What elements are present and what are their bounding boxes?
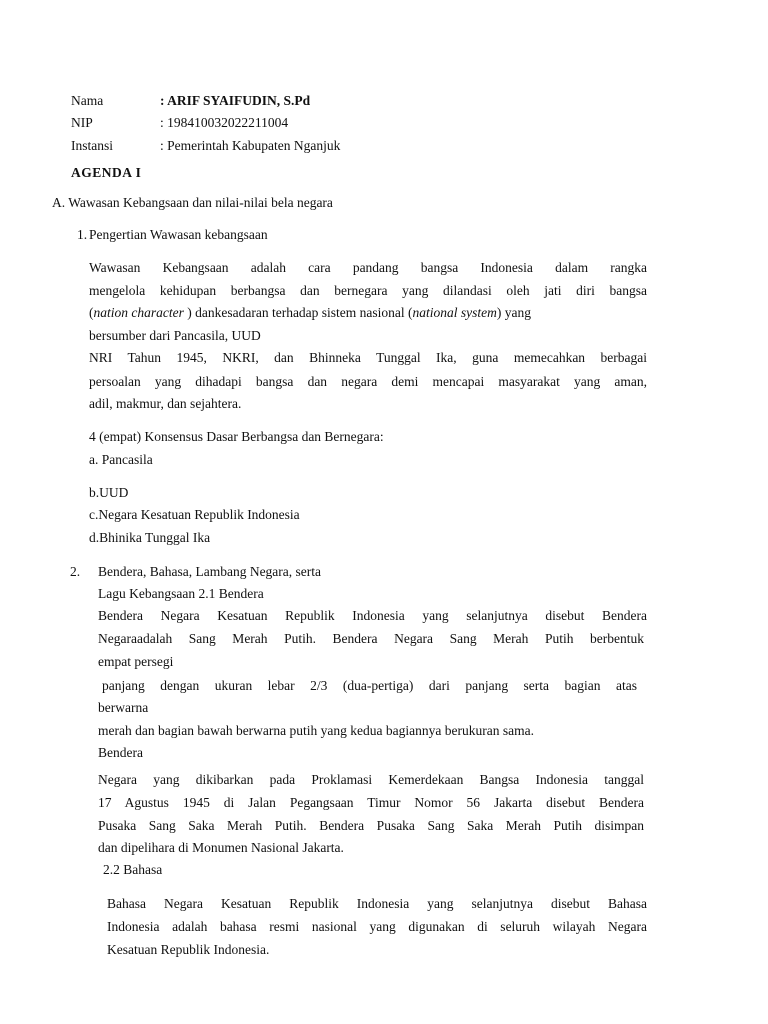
nip-label: NIP xyxy=(71,115,93,130)
list-item: d.Bhinika Tunggal Ika xyxy=(89,530,211,545)
paragraph-line: panjang dengan ukuran lebar 2/3 (dua-pertiga) dari panjang serta bagian atas xyxy=(102,678,637,693)
paragraph-line: mengelola kehidupan berbangsa dan bernegara yang dilandasi oleh jati diri bangsa xyxy=(89,283,647,298)
list-item: c.Negara Kesatuan Republik Indonesia xyxy=(89,507,300,522)
subsection-bahasa-heading: 2.2 Bahasa xyxy=(103,862,163,877)
name-value: : ARIF SYAIFUDIN, S.Pd xyxy=(160,93,311,108)
paragraph-line: berwarna xyxy=(98,700,149,715)
paragraph-line: Bendera Negara Kesatuan Republik Indonesia yang selanjutnya disebut Bendera xyxy=(98,608,647,623)
paragraph-line: empat persegi xyxy=(98,654,174,669)
item1-title: Pengertian Wawasan kebangsaan xyxy=(89,227,268,242)
text-fragment: ) dankesadaran terhadap sistem nasional ( xyxy=(183,305,413,320)
italic-term: nation character xyxy=(93,305,184,320)
paragraph-line: adil, makmur, dan sejahtera. xyxy=(89,396,242,411)
paragraph-line xyxy=(89,304,531,322)
paragraph-line: Negara yang dikibarkan pada Proklamasi Kemerdekaan Bangsa Indonesia tanggal xyxy=(98,772,644,787)
paragraph-line: 17 Agustus 1945 di Jalan Pegangsaan Timur Nomor 56 Jakarta disebut Bendera xyxy=(98,795,644,810)
paragraph-line: Pusaka Sang Saka Merah Putih. Bendera Pusaka Sang Saka Merah Putih disimpan xyxy=(98,818,644,833)
list-item: b.UUD xyxy=(89,485,129,500)
section-a-heading: A. Wawasan Kebangsaan dan nilai-nilai bela negara xyxy=(52,195,333,210)
paragraph-line: Indonesia adalah bahasa resmi nasional yang digunakan di seluruh wilayah Negara xyxy=(107,919,647,934)
paragraph-line: bersumber dari Pancasila, UUD xyxy=(89,328,261,343)
instansi-label: Instansi xyxy=(71,138,113,153)
paragraph-line: Negaraadalah Sang Merah Putih. Bendera Negara Sang Merah Putih berbentuk xyxy=(98,631,644,646)
item2-subtitle: Lagu Kebangsaan 2.1 Bendera xyxy=(98,586,264,601)
name-label: Nama xyxy=(71,93,104,108)
item2-title: Bendera, Bahasa, Lambang Negara, serta xyxy=(98,564,322,579)
item2-number: 2. xyxy=(70,564,81,579)
item1-number: 1. xyxy=(77,227,88,242)
italic-term: national system xyxy=(412,305,497,320)
paragraph-line: persoalan yang dihadapi bangsa dan negara demi mencapai masyarakat yang aman, xyxy=(89,374,647,389)
text-fragment: ) yang xyxy=(496,305,532,320)
list-item: a. Pancasila xyxy=(89,452,153,467)
text-fragment: ( xyxy=(89,305,94,320)
agenda-title: AGENDA I xyxy=(71,165,142,180)
paragraph-line: merah dan bagian bawah berwarna putih yang kedua bagiannya berukuran sama. xyxy=(98,723,534,738)
paragraph-line: NRI Tahun 1945, NKRI, dan Bhinneka Tunggal Ika, guna memecahkan berbagai xyxy=(89,350,647,365)
instansi-value: : Pemerintah Kabupaten Nganjuk xyxy=(160,138,341,153)
paragraph-line: Bendera xyxy=(98,745,143,760)
paragraph-line: dan dipelihara di Monumen Nasional Jakarta. xyxy=(98,840,344,855)
nip-value: : 198410032022211004 xyxy=(160,115,289,130)
konsensus-title: 4 (empat) Konsensus Dasar Berbangsa dan Bernegara: xyxy=(89,429,384,444)
paragraph-line: Bahasa Negara Kesatuan Republik Indonesia yang selanjutnya disebut Bahasa xyxy=(107,896,647,911)
paragraph-line: Wawasan Kebangsaan adalah cara pandang bangsa Indonesia dalam rangka xyxy=(89,260,647,275)
paragraph-line: Kesatuan Republik Indonesia. xyxy=(107,942,270,957)
